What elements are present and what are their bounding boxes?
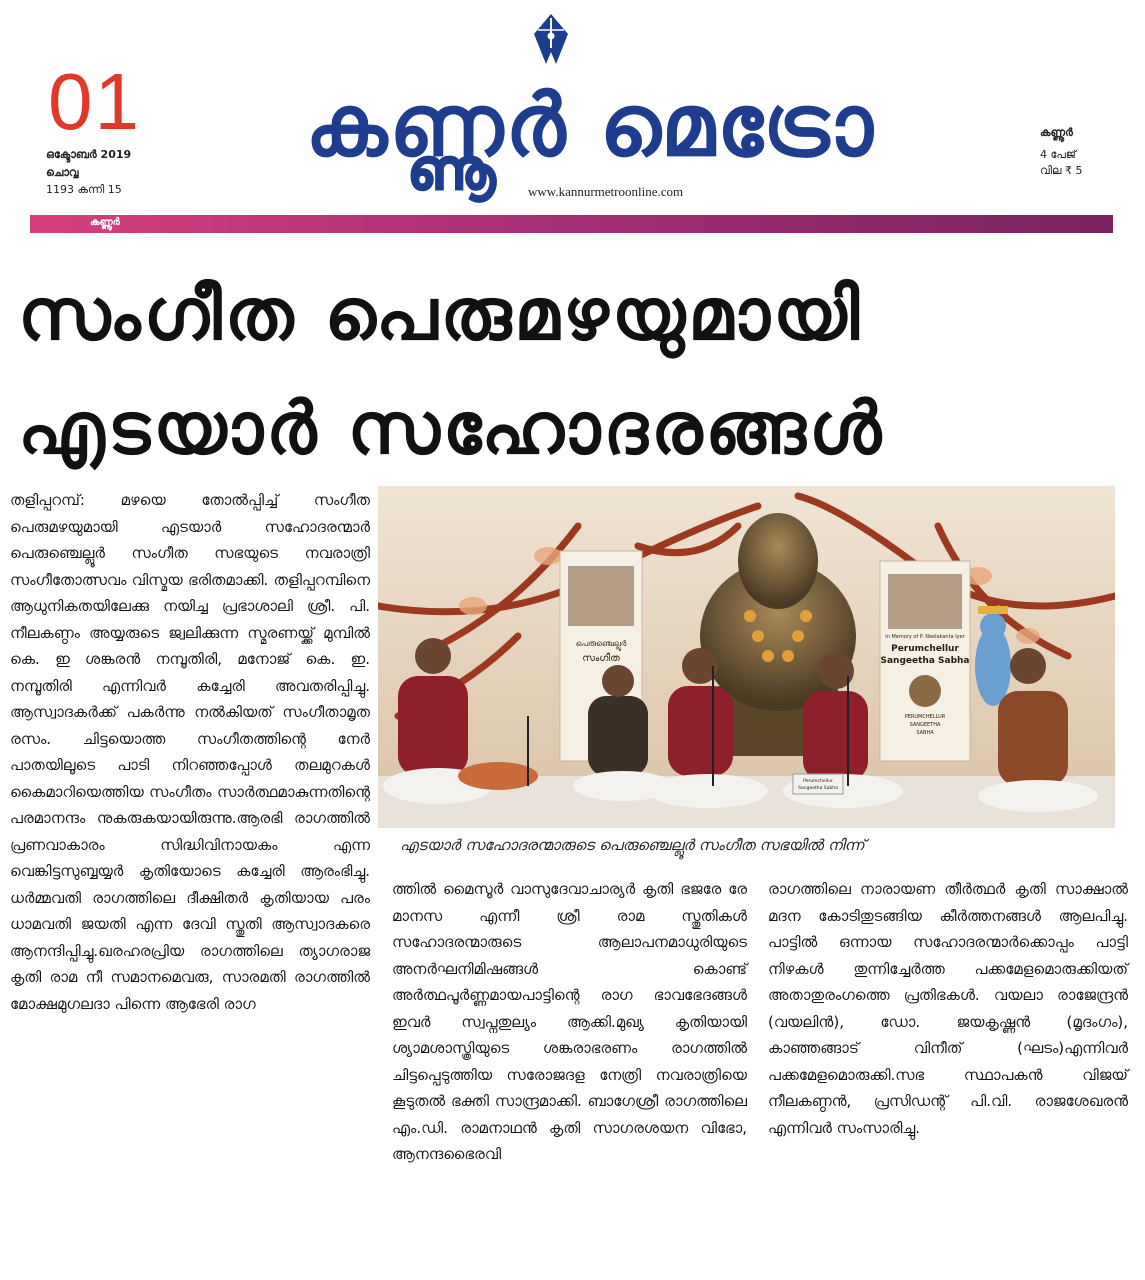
issue-date: ഒക്ടോബർ 2019 — [46, 148, 132, 161]
left-banner-text-2: സംഗീത — [582, 653, 620, 664]
right-banner-text-6: SABHA — [916, 730, 934, 736]
right-banner-text-4: PERUMCHELLUR — [904, 714, 946, 720]
right-banner-text-3: Sangeetha Sabha — [880, 656, 970, 666]
placard-text-2: Sangeetha Sabha — [798, 786, 838, 791]
newspaper-title: കണ്ണൂർ മെട്രോ — [305, 76, 875, 176]
website-url[interactable]: www.kannurmetroonline.com — [528, 184, 684, 199]
headline-line-2: എടയാർ സഹോദരങ്ങൾ — [18, 386, 885, 470]
photo-caption: എടയാർ സഹോദരന്മാരുടെ പെരുഞ്ചെല്ലൂർ സംഗീത സഭയിൽ നിന്ന് — [400, 836, 865, 854]
right-banner-text-5: SANGEETHA — [909, 722, 941, 728]
concert-photo — [378, 486, 1115, 828]
issue-era-date: 1193 കന്നി 15 — [46, 183, 122, 196]
price: വില ₹ 5 — [1040, 164, 1083, 177]
section-band — [30, 215, 1113, 233]
article-column-1 — [10, 487, 370, 1017]
article-column-2 — [392, 876, 747, 1168]
pen-nib-icon — [528, 12, 574, 66]
left-banner-text-1: പെരുഞ്ചെല്ലൂർ — [575, 639, 627, 648]
right-banner-text-1: In Memory of P. Neelakanta Iyer — [885, 634, 965, 640]
issue-day: 01 — [48, 57, 141, 146]
section-label: കണ്ണൂർ — [90, 217, 120, 228]
masthead — [0, 0, 1145, 212]
edition-city: കണ്ണൂർ — [1040, 126, 1073, 139]
page-count: 4 പേജ് — [1040, 148, 1077, 161]
headline-line-1: സംഗീത പെരുമഴയുമായി — [18, 272, 863, 356]
issue-weekday: ചൊവ്വ — [46, 166, 79, 179]
placard-text-1: Perumchellur — [803, 779, 833, 784]
right-banner-text-2: Perumchellur — [891, 644, 959, 654]
concert-scene-image — [378, 486, 1115, 828]
column-3-text: രാഗത്തിലെ നാരായണ തീർത്ഥർ കൃതി സാക്ഷാൽ മദന കോടിതുടങ്ങിയ കീർത്തനങ്ങൾ ആലപിച്ചു. പാട്ടിൽ ഒന്നായ സഹോദരന്മാർക്കൊപ്പം പാട്ടി നിഴകൾ തുന്നിച്ചേർത്ത പക്കമേളമൊരുക്കിയത് അതാതുരംഗത്തെ പ്രതിഭകൾ. വയലാ രാജേന്ദ്രൻ (വയലിൻ), ഡോ. ജയകൃഷ്ണൻ (മൃദംഗം), കാഞ്ഞങ്ങാട് വിനീത് (ഘടം)എന്നിവർ പക്കമേളമൊരുക്കി.സഭ സ്ഥാപകൻ വിജയ് നീലകണ്ഠൻ, പ്രസിഡന്റ് പി.വി. രാജശേഖരൻ എന്നിവർ സംസാരിച്ചു. — [768, 880, 1128, 1137]
article-column-3 — [768, 876, 1128, 1141]
column-2-text: ത്തിൽ മൈസൂർ വാസുദേവാചാര്യർ കൃതി ഭജരേ രേ മാനസ എന്നീ ശ്രീ രാമ സ്തുതികൾ സഹോദരന്മാരുടെ ആലാപനമാധുരിയുടെ അനർഘനിമിഷങ്ങൾ കൊണ്ട് അർത്ഥപൂർണ്ണമായപാട്ടിന്റെ രാഗ ഭാവഭേദങ്ങൾ ഇവർ സ്വപ്നതുല്യം ആക്കി.മുഖ്യ കൃതിയായി ശ്യാമശാസ്ത്രിയുടെ ശങ്കരാഭരണം രാഗത്തിൽ ചിട്ടപ്പെടുത്തിയ സരോജദള നേത്രി നവരാത്രിയെ കൂടുതൽ ഭക്തി സാന്ദ്രമാക്കി. ബാഗേശ്രീ രാഗത്തിലെ എം.ഡി. രാമനാഥൻ കൃതി സാഗരശയന വിഭോ, ആനന്ദഭൈരവി — [392, 880, 747, 1163]
column-1-text: തളിപ്പറമ്പ്: മഴയെ തോൽപ്പിച്ച് സംഗീത പെരുമഴയുമായി എടയാർ സഹോദരന്മാർ പെരുഞ്ചെല്ലൂർ സംഗീത സഭയുടെ നവരാത്രി സംഗീതോത്സവം വിസ്മയ ഭരിതമാക്കി. തളിപ്പറമ്പിനെ ആധുനികതയിലേക്കു നയിച്ച പ്രഭാശാലി ശ്രീ. പി. നീലകണ്ഠം അയ്യരുടെ ജ്വലിക്കുന്ന സ്മരണയ്ക്ക് മുമ്പിൽ കെ. ഇ ശങ്കരൻ നമ്പൂതിരി, മനോജ് കെ. ഇ. നമ്പൂതിരി എന്നിവർ കച്ചേരി അവതരിപ്പിച്ചു. ആസ്വാദകർക്ക് പകർന്നു നൽകിയത് സംഗീതാമൃത രസം. ചിട്ടയൊത്ത സംഗീതത്തിന്റെ നേർ പാതയിലൂടെ പാടി നിറഞ്ഞപ്പോൾ തലമുറകൾ കൈമാറിയെത്തിയ സംഗീതം സാർത്ഥമാകുന്നതിന്റെ പരമാനന്ദം നുകരുകയായിരുന്നു.ആരഭി രാഗത്തിൽ പ്രണവാകാരം സിദ്ധിവിനായകം എന്ന വെങ്കിട്ടസുബ്ബയ്യർ കൃതിയോടെ കച്ചേരി ആരംഭിച്ചു. ധർമ്മവതി രാഗത്തിലെ ദീക്ഷിതർ കൃതിയായ പരം ധാമവതി ജയതി എന്ന ദേവി സ്തുതി ആസ്വാദകരെ ആനന്ദിപ്പിച്ചു.ഖരഹരപ്രിയ രാഗത്തിലെ ത്യാഗരാജ കൃതി രാമ നീ സമാനമെവരു, സാരമതി രാഗത്തിൽ മോക്ഷമുഗലദാ പിന്നെ ആഭേരി രാഗ — [10, 491, 370, 1013]
